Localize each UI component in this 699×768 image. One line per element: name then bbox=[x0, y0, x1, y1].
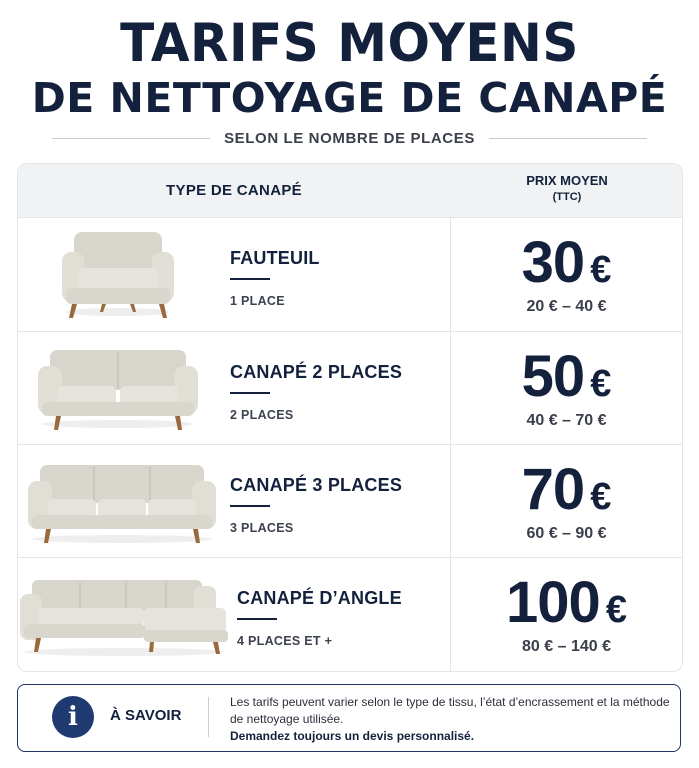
row-name: FAUTEUIL bbox=[230, 248, 320, 268]
info-icon: i bbox=[52, 696, 94, 738]
row-name: CANAPÉ 3 PLACES bbox=[230, 475, 403, 495]
table-header bbox=[18, 164, 682, 218]
subtitle-divider-left bbox=[52, 138, 210, 139]
header-type: TYPE DE CANAPÉ bbox=[166, 182, 302, 199]
corner-sofa-icon bbox=[18, 574, 230, 658]
name-underline bbox=[230, 278, 270, 280]
price-table bbox=[17, 163, 683, 672]
name-underline bbox=[237, 618, 277, 620]
page-title: TARIFS MOYENS bbox=[120, 12, 579, 74]
row-price bbox=[451, 344, 682, 409]
subtitle: SELON LE NOMBRE DE PLACES bbox=[224, 129, 475, 147]
row-price bbox=[451, 457, 682, 522]
info-divider bbox=[208, 697, 209, 737]
name-underline bbox=[230, 392, 270, 394]
price-currency: € bbox=[590, 476, 612, 518]
page-title-line2: DE NETTOYAGE DE CANAPÉ bbox=[31, 74, 668, 122]
info-text-body: Les tarifs peuvent varier selon le type de tissu, l’état d’encrassement et la méthode de nettoyage utilisée. bbox=[230, 695, 670, 726]
row-price bbox=[451, 570, 682, 635]
row-places: 3 PLACES bbox=[230, 521, 294, 535]
subtitle-row bbox=[52, 126, 647, 150]
info-text bbox=[230, 694, 670, 745]
info-text-emphasis: Demandez toujours un devis personnalisé. bbox=[230, 729, 475, 743]
header-price-label: PRIX MOYEN bbox=[526, 173, 608, 188]
price-range: 60 € – 90 € bbox=[526, 525, 607, 542]
name-underline bbox=[230, 505, 270, 507]
price-currency: € bbox=[590, 363, 612, 405]
price-currency: € bbox=[605, 589, 627, 631]
table-row-fauteuil bbox=[18, 218, 682, 331]
price-value: 100 bbox=[506, 570, 600, 635]
price-range: 80 € – 140 € bbox=[522, 638, 611, 655]
price-value: 50 bbox=[521, 344, 585, 409]
sofa-2-seater-icon bbox=[36, 346, 200, 432]
info-box bbox=[17, 684, 681, 752]
table-row-canape-2-places bbox=[18, 331, 682, 445]
price-range: 40 € – 70 € bbox=[526, 412, 607, 429]
price-currency: € bbox=[590, 249, 612, 291]
price-value: 30 bbox=[521, 230, 585, 295]
header-price-note: (TTC) bbox=[552, 191, 582, 203]
header-price bbox=[452, 173, 682, 205]
row-places: 1 PLACE bbox=[230, 294, 285, 308]
price-range: 20 € – 40 € bbox=[526, 298, 607, 315]
armchair-icon bbox=[58, 228, 178, 320]
row-name: CANAPÉ 2 PLACES bbox=[230, 362, 403, 382]
table-row-canape-3-places bbox=[18, 444, 682, 558]
info-title: À SAVOIR bbox=[110, 707, 182, 724]
table-row-canape-angle bbox=[18, 557, 682, 671]
row-name: CANAPÉ D’ANGLE bbox=[237, 588, 402, 608]
price-value: 70 bbox=[521, 457, 585, 522]
subtitle-divider-right bbox=[489, 138, 647, 139]
row-places: 2 PLACES bbox=[230, 408, 294, 422]
row-price bbox=[451, 230, 682, 295]
row-places: 4 PLACES ET + bbox=[237, 634, 333, 648]
sofa-3-seater-icon bbox=[26, 461, 218, 547]
